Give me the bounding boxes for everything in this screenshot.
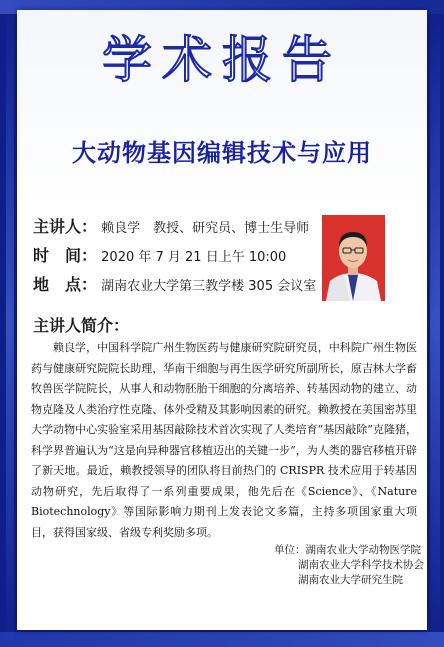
place-row <box>33 275 316 297</box>
poster-title: 学术报告 <box>102 31 342 89</box>
unit-item: 湖南农业大学研究生院 <box>298 574 403 586</box>
time-value: 2020 年 7 月 21 日上午 10:00 <box>101 250 287 265</box>
poster-subtitle: 大动物基因编辑技术与应用 <box>72 139 372 167</box>
speaker-photo <box>322 215 385 301</box>
bio-text: 赖良学，中国科学院广州生物医药与健康研究院研究员，中科院广州生物医药与健康研究院院长助理，华南干细胞与再生医学研究所副所长，原吉林大学畜牧兽医学院院长，从事人和动物胚胎干细胞的分离培养、转基因动物的建立、动物克隆及人类治疗性克隆、体外受精及其影响因素的研究。赖教授在美国密苏里大学动物中心实验室采用基因敲除技术首次实现了人类培育“基因敲除”克隆猪，科学界普遍认为“这是向异种器官移植迈出的关键一步”，为人类的器官移植开辟了新天地。最近，赖教授领导的团队将目前热门的 CRISPR 技术应用于转基因动物研究，先后取得了一系列重要成果，他先后在《Science》、《Nature Biotechnology》等国际影响力期刊上发表论文多篇，主持多项国家重大项目，获得国家级、省级专利奖励多项。 <box>31 341 417 539</box>
unit-line <box>274 543 424 558</box>
background-streak <box>6 0 14 647</box>
time-label: 时 间： <box>33 246 98 265</box>
bio-heading: 主讲人简介： <box>33 316 130 335</box>
time-row <box>33 246 286 268</box>
unit-item: 湖南农业大学科学技术协会 <box>298 559 424 571</box>
units-label: 单位： <box>274 544 306 556</box>
speaker-row <box>33 217 309 239</box>
unit-item: 湖南农业大学动物医学院 <box>305 544 421 556</box>
place-value: 湖南农业大学第三教学楼 305 会议室 <box>101 279 317 294</box>
organizer-units <box>274 543 424 588</box>
background-streak <box>430 0 440 647</box>
speaker-value: 赖良学 教授、研究员、博士生导师 <box>101 221 310 236</box>
poster-card <box>17 10 427 630</box>
place-label: 地 点： <box>33 275 98 294</box>
speaker-label: 主讲人： <box>33 217 98 236</box>
background-streak <box>0 632 444 647</box>
